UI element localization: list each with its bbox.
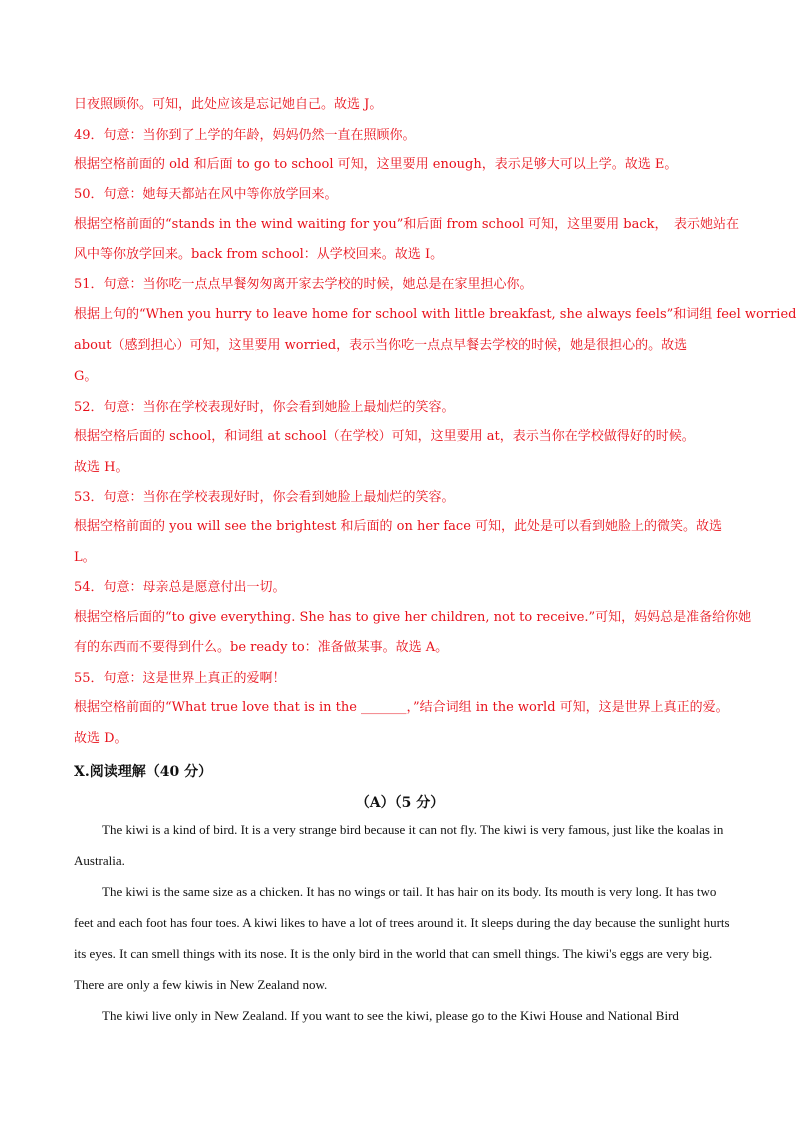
answer-line: 根据空格前面的“What true love that is in the _______，”结合词组 in the world 可知，这是世界上真正的爱。 [74,700,729,715]
answer-line: 风中等你放学回来。back from school：从学校回来。故选 I。 [74,247,444,262]
section-title: X.阅读理解（40 分） [74,764,213,780]
answer-line: 49．句意：当你到了上学的年龄，妈妈仍然一直在照顾你。 [74,128,416,143]
answer-line: 故选 H。 [74,460,129,475]
passage-paragraph: The kiwi is a kind of bird. It is a very strange bird because it can not fly. The kiwi is very famous, just like the koalas in Australia. [74,822,724,868]
answer-line: 根据空格后面的“to give everything. She has to give her children, not to receive.”可知，妈妈总是准备给你她 [74,610,752,625]
answer-line: 51．句意：当你吃一点点早餐匆匆离开家去学校的时候，她总是在家里担心你。 [74,277,533,292]
answer-line: 55．句意：这是世界上真正的爱啊！ [74,671,286,686]
answer-line: 根据空格前面的 old 和后面 to go to school 可知，这里要用 enough，表示足够大可以上学。故选 E。 [74,157,678,172]
answer-line: 53．句意：当你在学校表现好时，你会看到她脸上最灿烂的笑容。 [74,490,455,505]
answer-line: 根据上句的“When you hurry to leave home for school with little breakfast, she always feels”和词组 feel worried [74,307,797,322]
answer-line: 有的东西而不要得到什么。be ready to：准备做某事。故选 A。 [74,640,449,655]
answer-line: 根据空格后面的 school，和词组 at school（在学校）可知，这里要用 at，表示当你在学校做得好的时候。 [74,429,695,444]
passage-paragraph: The kiwi live only in New Zealand. If you want to see the kiwi, please go to the Kiwi House and National Bird [102,1008,679,1023]
answer-line: 50．句意：她每天都站在风中等你放学回来。 [74,187,338,202]
section-subtitle: （A）（5 分） [355,795,445,811]
answer-line: about（感到担心）可知，这里要用 worried，表示当你吃一点点早餐去学校的时候，她是很担心的。故选 [74,338,688,353]
answer-line: 54．句意：母亲总是愿意付出一切。 [74,580,286,595]
answer-line: L。 [74,550,96,565]
reading-passage [74,814,734,1031]
answer-line: 52．句意：当你在学校表现好时，你会看到她脸上最灿烂的笑容。 [74,400,455,415]
answer-line: 故选 D。 [74,731,128,746]
answer-line: 根据空格前面的“stands in the wind waiting for you”和后面 from school 可知，这里要用 back， 表示她站在 [74,217,739,232]
answer-line: 日夜照顾你。可知，此处应该是忘记她自己。故选 J。 [74,97,383,112]
answer-line: G。 [74,369,98,384]
passage-paragraph: The kiwi is the same size as a chicken. It has no wings or tail. It has hair on its body. Its mouth is very long. It has two feet and each foot has four toes. A kiwi likes to have a lot of trees around it. It sleeps during the day because the sunlight hurts its eyes. It can smell things with its nose. It is the only bird in the world that can smell things. The kiwi's eggs are very big. There are only a few kiwis in New Zealand now. [74,884,730,992]
answer-line: 根据空格前面的 you will see the brightest 和后面的 on her face 可知，此处是可以看到她脸上的微笑。故选 [74,519,723,534]
